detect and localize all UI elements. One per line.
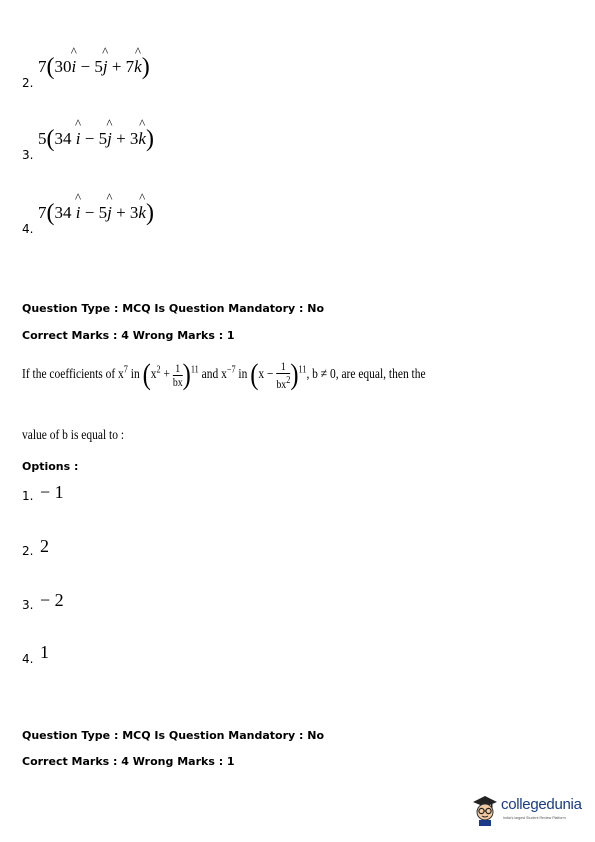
vector-coefficient: 5 [38, 129, 47, 148]
collegedunia-logo [471, 792, 581, 832]
logo-wordmark: collegedunia [501, 796, 582, 813]
j-coefficient: 5 [98, 129, 108, 148]
question-text-line-2: value of b is equal to : [22, 428, 125, 443]
option-number: 2. [22, 544, 34, 558]
option-value[interactable]: − 2 [40, 590, 64, 610]
option-value[interactable]: − 1 [40, 482, 64, 502]
question-text: If the coefficients of $x^7$ in ($x^2$ + $\frac{1}{bx}$ )$^{11}$ and $x^{-7}$ in (x − $\frac{1}{bx^2}$ )$^{11}$, b ≠ 0, are equal, then the [22, 358, 426, 391]
vector-expression: 7(34 ^ i − 5^ j + 3^ k) [38, 200, 154, 227]
option-number: 2. [22, 76, 34, 90]
graduate-mascot-icon [471, 794, 499, 826]
vector-coefficient: 7 [38, 57, 47, 76]
option-number: 4. [22, 652, 34, 666]
k-coefficient: 3 [129, 129, 139, 148]
option-number: 3. [22, 598, 34, 612]
option-value[interactable]: 2 [40, 536, 49, 556]
vector-expression: 5(34 ^ i − 5^ j + 3^ k) [38, 126, 154, 153]
i-coefficient: 34 [54, 203, 72, 222]
j-coefficient: 5 [94, 57, 103, 76]
option-value[interactable]: 1 [40, 642, 49, 662]
option-number: 3. [22, 148, 34, 162]
fraction: $\frac{1}{bx^2}$ [276, 358, 291, 391]
k-coefficient: 3 [129, 203, 139, 222]
question-type-line: Question Type : MCQ Is Question Mandatory : No [22, 302, 325, 315]
logo-tagline: India's largest Student Review Platform [503, 816, 566, 820]
option-number: 1. [22, 489, 34, 503]
vector-expression: 7(30^ i − 5^ j + 7^ k) [38, 54, 150, 81]
marks-line: Correct Marks : 4 Wrong Marks : 1 [22, 329, 235, 342]
i-coefficient: 30 [54, 57, 72, 76]
power-exponent: 11 [190, 364, 199, 376]
vector-coefficient: 7 [38, 203, 47, 222]
marks-line: Correct Marks : 4 Wrong Marks : 1 [22, 755, 235, 768]
fraction: $\frac{1}{bx}$ [172, 360, 183, 389]
options-label: Options : [22, 460, 79, 473]
question-type-line: Question Type : MCQ Is Question Mandatory : No [22, 729, 325, 742]
power-exponent: 11 [298, 364, 307, 376]
j-coefficient: 5 [98, 203, 108, 222]
k-coefficient: 7 [125, 57, 135, 76]
i-coefficient: 34 [54, 129, 72, 148]
option-number: 4. [22, 222, 34, 236]
